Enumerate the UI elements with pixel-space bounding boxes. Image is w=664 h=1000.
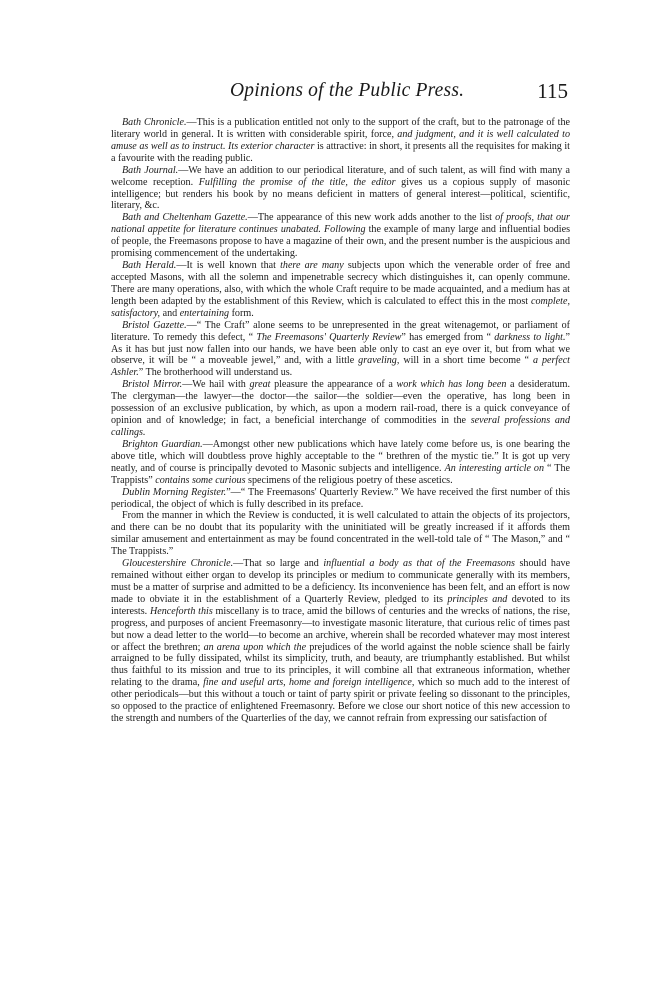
- emphasis-text: there are many: [280, 260, 344, 272]
- body-text: will in a short time become “: [399, 355, 533, 367]
- newspaper-source: Bath Journal.: [122, 164, 179, 176]
- review-paragraph: [111, 260, 570, 320]
- body-text: a desideratum. The clergyman—the lawyer—the doctor—the sailor—the soldier—even the operative, has long been in possession of an exclusive publication, by which, as upon a modern rail-road, there is a quick conveyance of opinion and of knowledge; in fact, a beneficial interchange of commodities in the: [111, 379, 570, 427]
- body-text: —“ The Craft” alone seems to be unrepresented in the great witenagemot, or parliament of literature. To remedy this defect, “: [111, 319, 570, 343]
- emphasis-text: Fulfilling the promise of the title, the editor: [198, 176, 396, 188]
- newspaper-source: Gloucestershire Chronicle.: [122, 558, 234, 570]
- emphasis-text: complete, satisfactory,: [111, 295, 570, 319]
- body-text: From the manner in which the Review is conducted, it is well calculated to attain the objects of its projectors, and there can be no doubt that its popularity with the uninitiated will be greatly increased if it affords them similar amusement and entertainment as may be found concentrated in the well-told tale of “ The Mason,” and “ The Trappists.”: [111, 510, 570, 558]
- emphasis-text: The Freemasons' Quarterly Review: [256, 331, 402, 343]
- newspaper-source: Brighton Guardian.: [122, 438, 203, 450]
- emphasis-text: and judgment, and it is well calculated to amuse as well as to instruct. Its exterior character: [111, 128, 570, 152]
- emphasis-text: graveling,: [358, 355, 400, 367]
- newspaper-source: Bath and Cheltenham Gazette.: [122, 212, 248, 224]
- body-text: —We hail with: [182, 379, 250, 391]
- newspaper-source: Bristol Mirror.: [122, 379, 183, 391]
- body-text: ”—“ The Freemasons' Quarterly Review.” We have received the first number of this periodical, the object of which is fully described in its preface.: [111, 486, 570, 510]
- body-text: —It is well known that: [176, 260, 281, 272]
- body-text: ” has emerged from “: [401, 331, 495, 343]
- body-text: form.: [229, 307, 254, 319]
- emphasis-text: An interesting article on: [444, 462, 545, 474]
- body-text: subjects upon which the venerable order of free and accepted Masons, with all the solemn and impenetrable secrecy which distinguishes it, can openly commune. There are many operations, also, with which the whole Craft require to be made acquainted, and a medium has at length been adapted by the establishment of this Review, which is calculated to effect this in the most: [111, 260, 570, 307]
- body-text: —Amongst other new publications which have lately come before us, is one bearing the above title, which will doubtless prove highly acceptable to the “ brethren of the mystic tie.” It is got up very neatly, and of course is principally devoted to Masonic subjects and intelligence.: [111, 438, 570, 474]
- body-text: pleasure the appearance of a: [270, 379, 397, 391]
- newspaper-source: Dublin Morning Register.: [122, 486, 227, 498]
- body-text: miscellany is to trace, amid the billows of centuries and the wrecks of nations, the rise, progress, and purposes of ancient Freemasonry—to investigate masonic literature, that curious relic of times past but now a dead letter to the world—to become an archive, wherein shall be recorded whatever may most interest or affect the brethren;: [111, 605, 571, 653]
- body-text: the example of many large and influential bodies of people, the Freemasons propose to have a magazine of their own, and the present number is the auspicious and promising commencement of the undertaking.: [111, 224, 570, 260]
- body-text: —The appearance of this new work adds another to the list: [247, 212, 496, 224]
- review-paragraph: [111, 487, 570, 511]
- body-text: which so much add to the interest of other periodicals—but this without a touch or taint of party spirit or private feeling so dissonant to the principles, so opposed to the practice of enlightened Freemasonry. Before we close our short notice of this new accession to the strength and numbers of the Quarterlies of the day, we cannot refrain from expressing our satisfaction of: [111, 677, 570, 725]
- body-text: —That so large and: [233, 558, 324, 570]
- review-paragraph: [111, 320, 570, 380]
- newspaper-source: Bath Herald.: [122, 260, 177, 272]
- body-text: and: [160, 307, 180, 319]
- review-paragraph: [111, 117, 570, 165]
- body-text: —We have an addition to our periodical literature, and of such talent, as will find with many a welcome reception.: [111, 164, 570, 188]
- review-paragraph: [111, 379, 570, 439]
- emphasis-text: contains some curious: [155, 474, 246, 486]
- body-text: devoted to its interests.: [111, 593, 570, 617]
- review-paragraph: [111, 510, 570, 558]
- emphasis-text: principles and: [447, 593, 508, 605]
- review-paragraph: [111, 439, 570, 487]
- body-text: prejudices of the world against the noble science shall be fairly arraigned to be fully dissipated, whilst its simplicity, truth, and beauty, are triumphantly established. But whilst thus faithful to its mission and true to its principles, it will combine all that extraneous information, whether relating to the drama,: [111, 641, 570, 689]
- body-text: “ The Trappists”: [111, 462, 571, 486]
- body-text: ” The brotherhood will understand us.: [138, 367, 293, 379]
- page-number: 115: [537, 79, 568, 103]
- body-text: specimens of the religious poetry of these ascetics.: [245, 474, 453, 486]
- emphasis-text: several professions and callings.: [111, 415, 571, 438]
- emphasis-text: an arena upon which the: [203, 641, 307, 653]
- emphasis-text: Henceforth this: [149, 605, 213, 617]
- emphasis-text: darkness to light.: [494, 331, 566, 343]
- review-paragraph: [111, 212, 570, 260]
- newspaper-source: Bath Chronicle.: [122, 117, 187, 128]
- emphasis-text: influential a body as that of the Freemasons: [323, 558, 515, 570]
- article-body: [111, 117, 570, 725]
- emphasis-text: fine and useful arts, home and foreign intelligence,: [203, 677, 415, 689]
- page-title: Opinions of the Public Press.: [230, 80, 465, 101]
- body-text: is attractive: in short, it presents all the requisites for making it a favourite with the reading public.: [111, 140, 570, 164]
- review-paragraph: [111, 165, 570, 213]
- body-text: ” As it has but just now fallen into our hands, we have been able only to cast an eye over it, but from what we observe, it will be “ a moveable jewel,” and, with a little: [111, 331, 570, 367]
- emphasis-text: work which has long been: [396, 379, 507, 391]
- emphasis-text: entertaining: [179, 307, 230, 319]
- review-paragraph: [111, 558, 570, 725]
- emphasis-text: great: [249, 379, 271, 391]
- running-head: [112, 80, 568, 104]
- emphasis-text: a perfect Ashler.: [111, 355, 570, 379]
- newspaper-source: Bristol Gazette.: [122, 319, 187, 331]
- emphasis-text: of proofs, that our national appetite for literature continues unabated. Following: [111, 212, 570, 236]
- body-text: gives us a copious supply of masonic intelligence; but renders his book by no means deficient in matters of general interest—political, scientific, literary, &c.: [111, 176, 571, 212]
- body-text: should have remained without either organ to develop its principles or medium to communicate generally with its members, must be a matter of surprise and admitted to be a deficiency. Its inconvenience has been felt, and an effort is now made to obviate it in the establishment of a Quarterly Review, pledged to its: [111, 558, 570, 605]
- body-text: —This is a publication entitled not only to the support of the craft, but to the patronage of the literary world in general. It is written with considerable spirit, force,: [111, 117, 570, 140]
